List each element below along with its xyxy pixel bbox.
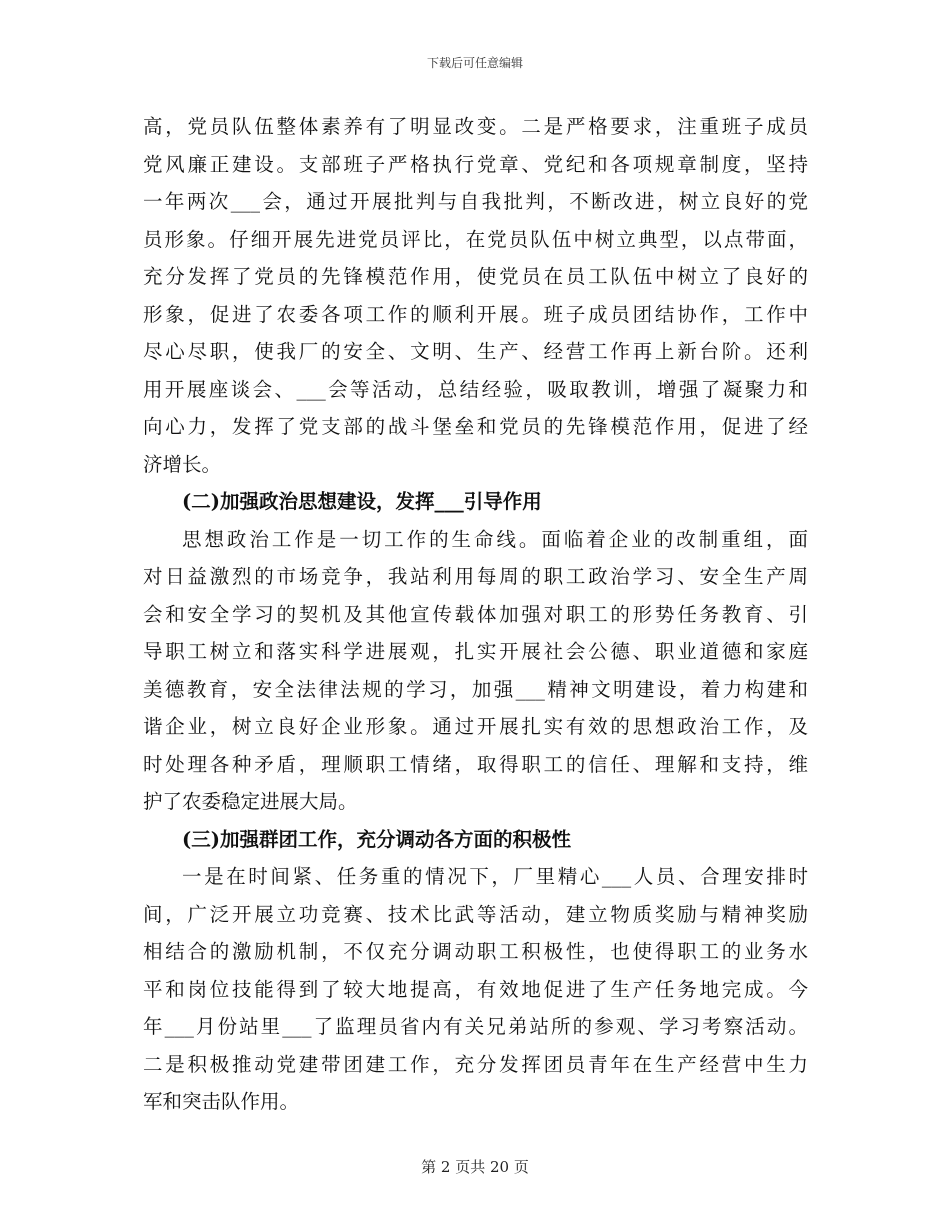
text-line: 谐企业，树立良好企业形象。通过开展扎实有效的思想政治工作，及: [143, 715, 808, 738]
section-heading: (三)加强群团工作，充分调动各方面的积极性: [182, 827, 571, 851]
text-line: 年___月份站里___了监理员省内有关兄弟站所的参观、学习考察活动。: [143, 1015, 808, 1038]
text-line: 党风廉正建设。支部班子严格执行党章、党纪和各项规章制度，坚持: [143, 152, 808, 176]
text-line: 对日益激烈的市场竞争，我站利用每周的职工政治学习、安全生产周: [143, 565, 808, 588]
document-body: [143, 108, 808, 1121]
text-line: 二是积极推动党建带团建工作，充分发挥团员青年在生产经营中生力: [143, 1052, 808, 1076]
text-line: 间，广泛开展立功竞赛、技术比武等活动，建立物质奖励与精神奖励: [143, 902, 808, 926]
text-line: 时处理各种矛盾，理顺职工情绪，取得职工的信任、理解和支持，维: [143, 752, 808, 776]
page-footer: 第 2 页共 20 页: [421, 1158, 529, 1176]
text-line: 军和突击队作用。: [143, 1090, 300, 1113]
text-line: 护了农委稳定进展大局。: [143, 790, 358, 813]
text-line: 相结合的激励机制，不仅充分调动职工积极性，也使得职工的业务水: [143, 940, 808, 963]
page-header: 下载后可任意编辑: [426, 56, 523, 70]
text-line: 用开展座谈会、___会等活动，总结经验，吸取教训，增强了凝聚力和: [143, 377, 808, 401]
text-line: 向心力，发挥了党支部的战斗堡垒和党员的先锋模范作用，促进了经: [143, 415, 808, 438]
text-line: 一是在时间紧、任务重的情况下，厂里精心___人员、合理安排时: [182, 865, 808, 888]
text-line: 平和岗位技能得到了较大地提高，有效地促进了生产任务地完成。今: [143, 977, 808, 1001]
text-line: 员形象。仔细开展先进党员评比，在党员队伍中树立典型，以点带面，: [143, 227, 808, 251]
text-line: 高，党员队伍整体素养有了明显改变。二是严格要求，注重班子成员: [143, 115, 808, 138]
section-heading: (二)加强政治思想建设，发挥___引导作用: [182, 490, 542, 513]
text-line: 充分发挥了党员的先锋模范作用，使党员在员工队伍中树立了良好的: [143, 265, 808, 288]
text-line: 思想政治工作是一切工作的生命线。面临着企业的改制重组，面: [182, 527, 808, 551]
text-line: 一年两次___会，通过开展批判与自我批判，不断改进，树立良好的党: [143, 190, 808, 213]
text-line: 会和安全学习的契机及其他宣传载体加强对职工的形势任务教育、引: [143, 602, 808, 626]
text-line: 导职工树立和落实科学进展观，扎实开展社会公德、职业道德和家庭: [143, 640, 808, 663]
text-line: 济增长。: [143, 452, 222, 476]
text-line: 尽心尽职，使我厂的安全、文明、生产、经营工作再上新台阶。还利: [143, 340, 808, 363]
text-line: 形象，促进了农委各项工作的顺利开展。班子成员团结协作，工作中: [143, 302, 808, 326]
text-line: 美德教育，安全法律法规的学习，加强___精神文明建设，着力构建和: [143, 677, 808, 701]
